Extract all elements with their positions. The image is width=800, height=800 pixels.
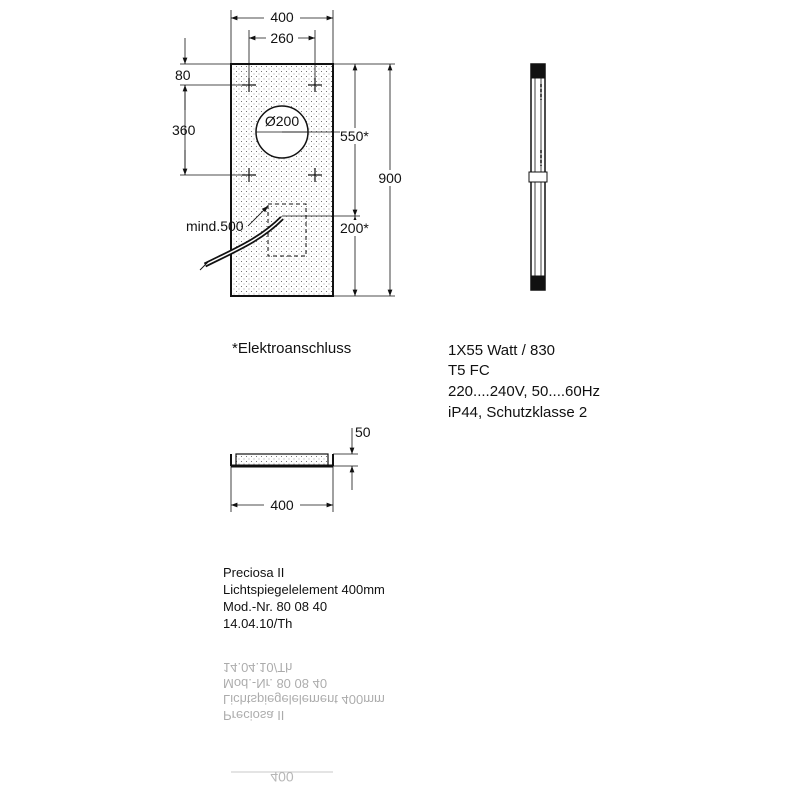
dim-depth: 50 [355,424,371,440]
top-view [231,424,371,513]
dim-width-holes: 260 [270,30,294,46]
spec-voltage: 220....240V, 50....60Hz [448,383,601,400]
product-description: Lichtspiegelelement 400mm [223,582,385,597]
side-view [529,64,547,290]
dim-height-total: 900 [378,170,402,186]
reflection-name: Preciosa II [223,708,285,723]
svg-text:400: 400 [270,769,294,785]
dim-top-offset: 80 [175,67,191,83]
reflection-date: 14.04.10/Th [223,660,293,675]
reflection-description: Lichtspiegelelement 400mm [223,692,385,707]
spec-protection: iP44, Schutzklasse 2 [448,404,588,421]
spec-tube: T5 FC [448,362,490,379]
dim-height-cutout: 550* [340,128,369,144]
dim-height-connection: 200* [340,220,369,236]
product-name: Preciosa II [223,565,285,580]
reflection-text [223,659,385,723]
product-date: 14.04.10/Th [223,616,293,631]
cable-length-label: mind.500 [186,218,244,234]
dim-width-total: 400 [270,9,294,25]
dim-hole-spacing: 360 [172,122,196,138]
footnote-elektroanschluss: *Elektroanschluss [232,340,352,357]
reflection-dimension [231,769,333,785]
mirror-panel [231,64,333,296]
dim-top-width: 400 [270,497,294,513]
dim-hole-diameter: Ø200 [264,113,300,129]
spec-lamp: 1X55 Watt / 830 [448,342,556,359]
front-view [172,9,404,296]
reflection-model: Mod.-Nr. 80 08 40 [223,676,328,691]
product-model: Mod.-Nr. 80 08 40 [223,599,328,614]
